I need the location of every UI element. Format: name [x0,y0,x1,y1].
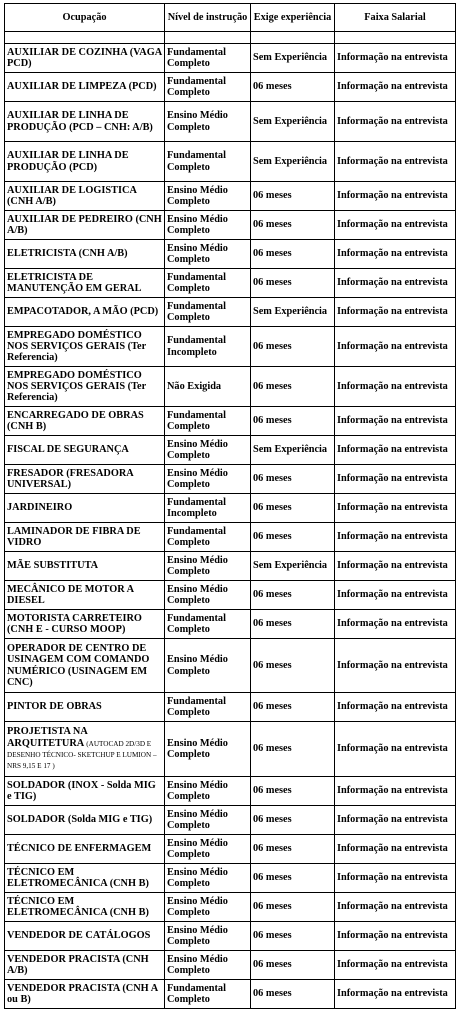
cell-ocupacao [5,327,165,367]
cell-experiencia: Sem Experiência [251,102,335,142]
cell-ocupacao [5,73,165,102]
cell-ocupacao [5,142,165,182]
cell-ocupacao [5,44,165,73]
cell-experiencia: 06 meses [251,806,335,835]
ocupacao-text: TÉCNICO DE ENFERMAGEM [7,843,152,855]
cell-nivel: Ensino Médio Completo [165,639,251,693]
cell-ocupacao [5,893,165,922]
cell-ocupacao [5,777,165,806]
ocupacao-text: ELETRICISTA DE MANUTENÇÃO EM GERAL [7,271,142,294]
cell-ocupacao [5,465,165,494]
cell-experiencia: 06 meses [251,693,335,722]
cell-faixa: Informação na entrevista [335,777,456,806]
cell-experiencia: 06 meses [251,73,335,102]
ocupacao-text: FRESADOR (FRESADORA UNIVERSAL) [7,467,134,490]
cell-nivel: Ensino Médio Completo [165,102,251,142]
ocupacao-text: ELETRICISTA (CNH A/B) [7,248,128,260]
ocupacao-text: VENDEDOR PRACISTA (CNH A ou B) [7,982,158,1005]
cell-experiencia: 06 meses [251,523,335,552]
cell-nivel: Ensino Médio Completo [165,922,251,951]
cell-faixa: Informação na entrevista [335,980,456,1009]
cell-nivel: Fundamental Completo [165,73,251,102]
ocupacao-text: AUXILIAR DE LOGISTICA (CNH A/B) [7,184,137,207]
cell-nivel: Ensino Médio Completo [165,951,251,980]
cell-faixa: Informação na entrevista [335,581,456,610]
cell-faixa: Informação na entrevista [335,893,456,922]
ocupacao-text: VENDEDOR DE CATÁLOGOS [7,930,151,942]
ocupacao-text: PINTOR DE OBRAS [7,701,102,713]
cell-experiencia: 06 meses [251,835,335,864]
cell-experiencia: 06 meses [251,367,335,407]
table-row [5,465,456,494]
cell-ocupacao [5,806,165,835]
empty-cell [335,32,456,44]
cell-faixa: Informação na entrevista [335,552,456,581]
table-row [5,552,456,581]
cell-nivel: Ensino Médio Completo [165,552,251,581]
ocupacao-text: ENCARREGADO DE OBRAS (CNH B) [7,409,144,432]
ocupacao-text: MOTORISTA CARRETEIRO (CNH E - CURSO MOOP) [7,612,142,635]
cell-nivel: Ensino Médio Completo [165,240,251,269]
cell-ocupacao [5,922,165,951]
cell-nivel: Ensino Médio Completo [165,211,251,240]
ocupacao-text: JARDINEIRO [7,502,73,514]
ocupacao-extra-text: (AUTOCAD 2D/3D E DESENHO TÉCNICO- SKETCHUP E LUMION – NRS 9,15 E 17 ) [7,739,157,771]
empty-cell [165,32,251,44]
header-ocupacao: Ocupação [5,4,165,32]
table-row [5,835,456,864]
table-body [5,32,456,1009]
ocupacao-text: VENDEDOR PRACISTA (CNH A/B) [7,953,149,976]
cell-nivel: Ensino Médio Completo [165,722,251,777]
cell-faixa: Informação na entrevista [335,494,456,523]
cell-faixa: Informação na entrevista [335,211,456,240]
cell-faixa: Informação na entrevista [335,367,456,407]
ocupacao-text: AUXILIAR DE PEDREIRO (CNH A/B) [7,213,162,236]
table-row [5,980,456,1009]
cell-experiencia: 06 meses [251,211,335,240]
cell-nivel: Ensino Médio Completo [165,893,251,922]
cell-ocupacao [5,182,165,211]
table-row [5,610,456,639]
cell-nivel: Ensino Médio Completo [165,806,251,835]
cell-ocupacao [5,269,165,298]
cell-faixa: Informação na entrevista [335,407,456,436]
job-table-container [4,3,456,1009]
cell-experiencia: 06 meses [251,951,335,980]
cell-ocupacao [5,552,165,581]
cell-experiencia: 06 meses [251,610,335,639]
cell-experiencia: 06 meses [251,777,335,806]
cell-nivel: Ensino Médio Completo [165,835,251,864]
cell-faixa: Informação na entrevista [335,610,456,639]
cell-ocupacao [5,240,165,269]
job-openings-table [4,3,456,1009]
ocupacao-text: SOLDADOR (Solda MIG e TIG) [7,814,153,826]
ocupacao-text: OPERADOR DE CENTRO DE USINAGEM COM COMANDO NUMÉRICO (USINAGEM EM CNC) [7,642,150,688]
cell-faixa: Informação na entrevista [335,102,456,142]
cell-ocupacao [5,407,165,436]
table-row [5,44,456,73]
table-row [5,951,456,980]
cell-nivel: Ensino Médio Completo [165,581,251,610]
cell-faixa: Informação na entrevista [335,465,456,494]
cell-ocupacao [5,639,165,693]
ocupacao-text: AUXILIAR DE LIMPEZA (PCD) [7,81,157,93]
table-row [5,211,456,240]
table-row [5,269,456,298]
cell-ocupacao [5,581,165,610]
cell-ocupacao [5,436,165,465]
header-faixa: Faixa Salarial [335,4,456,32]
ocupacao-text: EMPREGADO DOMÉSTICO NOS SERVIÇOS GERAIS (Ter Referencia) [7,369,146,404]
cell-faixa: Informação na entrevista [335,722,456,777]
cell-nivel: Ensino Médio Completo [165,436,251,465]
ocupacao-text: EMPREGADO DOMÉSTICO NOS SERVIÇOS GERAIS (Ter Referencia) [7,329,146,364]
cell-faixa: Informação na entrevista [335,951,456,980]
cell-faixa: Informação na entrevista [335,44,456,73]
cell-ocupacao [5,693,165,722]
cell-nivel: Fundamental Completo [165,298,251,327]
cell-faixa: Informação na entrevista [335,436,456,465]
cell-experiencia: 06 meses [251,722,335,777]
ocupacao-text: TÉCNICO EM ELETROMECÂNICA (CNH B) [7,866,149,889]
cell-faixa: Informação na entrevista [335,693,456,722]
cell-experiencia: 06 meses [251,182,335,211]
table-row [5,494,456,523]
table-row [5,864,456,893]
table-row [5,327,456,367]
cell-nivel: Fundamental Completo [165,407,251,436]
cell-nivel: Ensino Médio Completo [165,465,251,494]
cell-ocupacao [5,722,165,777]
ocupacao-text: EMPACOTADOR, A MÃO (PCD) [7,306,159,318]
cell-faixa: Informação na entrevista [335,922,456,951]
cell-experiencia: Sem Experiência [251,142,335,182]
table-row [5,182,456,211]
cell-ocupacao [5,980,165,1009]
empty-cell [251,32,335,44]
cell-experiencia: Sem Experiência [251,44,335,73]
cell-nivel: Fundamental Completo [165,693,251,722]
cell-faixa: Informação na entrevista [335,806,456,835]
table-row [5,922,456,951]
cell-ocupacao [5,102,165,142]
cell-faixa: Informação na entrevista [335,639,456,693]
cell-nivel: Não Exigida [165,367,251,407]
cell-experiencia: Sem Experiência [251,298,335,327]
header-experiencia: Exige experiência [251,4,335,32]
table-row [5,777,456,806]
cell-faixa: Informação na entrevista [335,327,456,367]
cell-faixa: Informação na entrevista [335,240,456,269]
cell-faixa: Informação na entrevista [335,523,456,552]
cell-experiencia: 06 meses [251,465,335,494]
cell-nivel: Ensino Médio Completo [165,777,251,806]
cell-faixa: Informação na entrevista [335,73,456,102]
ocupacao-text: PROJETISTA NA ARQUITETURA [7,726,88,749]
cell-experiencia: 06 meses [251,864,335,893]
cell-ocupacao [5,211,165,240]
table-row [5,102,456,142]
empty-cell [5,32,165,44]
cell-nivel: Fundamental Completo [165,610,251,639]
cell-faixa: Informação na entrevista [335,142,456,182]
cell-experiencia: 06 meses [251,922,335,951]
table-row [5,893,456,922]
cell-faixa: Informação na entrevista [335,269,456,298]
ocupacao-text: AUXILIAR DE LINHA DE PRODUÇÃO (PCD) [7,150,129,173]
ocupacao-text: AUXILIAR DE COZINHA (VAGA PCD) [7,46,162,69]
table-row [5,240,456,269]
cell-ocupacao [5,610,165,639]
ocupacao-text: MECÂNICO DE MOTOR A DIESEL [7,583,134,606]
table-row [5,639,456,693]
ocupacao-text: FISCAL DE SEGURANÇA [7,444,129,456]
cell-experiencia: 06 meses [251,893,335,922]
table-row [5,581,456,610]
empty-row [5,32,456,44]
table-row [5,722,456,777]
cell-faixa: Informação na entrevista [335,298,456,327]
cell-experiencia: 06 meses [251,581,335,610]
ocupacao-text: TÉCNICO EM ELETROMECÂNICA (CNH B) [7,895,149,918]
cell-ocupacao [5,494,165,523]
cell-nivel: Fundamental Completo [165,980,251,1009]
table-row [5,436,456,465]
cell-experiencia: 06 meses [251,407,335,436]
cell-nivel: Ensino Médio Completo [165,182,251,211]
table-row [5,142,456,182]
table-row [5,693,456,722]
table-row [5,806,456,835]
cell-faixa: Informação na entrevista [335,182,456,211]
ocupacao-text: LAMINADOR DE FIBRA DE VIDRO [7,525,141,548]
table-row [5,298,456,327]
table-row [5,407,456,436]
cell-nivel: Fundamental Incompleto [165,327,251,367]
cell-ocupacao [5,523,165,552]
cell-experiencia: 06 meses [251,980,335,1009]
cell-experiencia: 06 meses [251,639,335,693]
cell-ocupacao [5,367,165,407]
table-row [5,367,456,407]
cell-experiencia: Sem Experiência [251,436,335,465]
cell-nivel: Fundamental Completo [165,142,251,182]
cell-nivel: Ensino Médio Completo [165,864,251,893]
cell-experiencia: 06 meses [251,269,335,298]
cell-ocupacao [5,864,165,893]
cell-faixa: Informação na entrevista [335,864,456,893]
cell-experiencia: 06 meses [251,240,335,269]
cell-experiencia: Sem Experiência [251,552,335,581]
cell-experiencia: 06 meses [251,327,335,367]
cell-nivel: Fundamental Incompleto [165,494,251,523]
cell-ocupacao [5,835,165,864]
ocupacao-text: MÃE SUBSTITUTA [7,560,99,572]
cell-nivel: Fundamental Completo [165,269,251,298]
table-row [5,73,456,102]
cell-experiencia: 06 meses [251,494,335,523]
cell-ocupacao [5,951,165,980]
header-nivel: Nível de instrução [165,4,251,32]
cell-nivel: Fundamental Completo [165,44,251,73]
table-row [5,523,456,552]
ocupacao-text: AUXILIAR DE LINHA DE PRODUÇÃO (PCD – CNH: A/B) [7,110,153,133]
ocupacao-text: SOLDADOR (INOX - Solda MIG e TIG) [7,779,156,802]
cell-faixa: Informação na entrevista [335,835,456,864]
header-row [5,4,456,32]
cell-nivel: Fundamental Completo [165,523,251,552]
cell-ocupacao [5,298,165,327]
